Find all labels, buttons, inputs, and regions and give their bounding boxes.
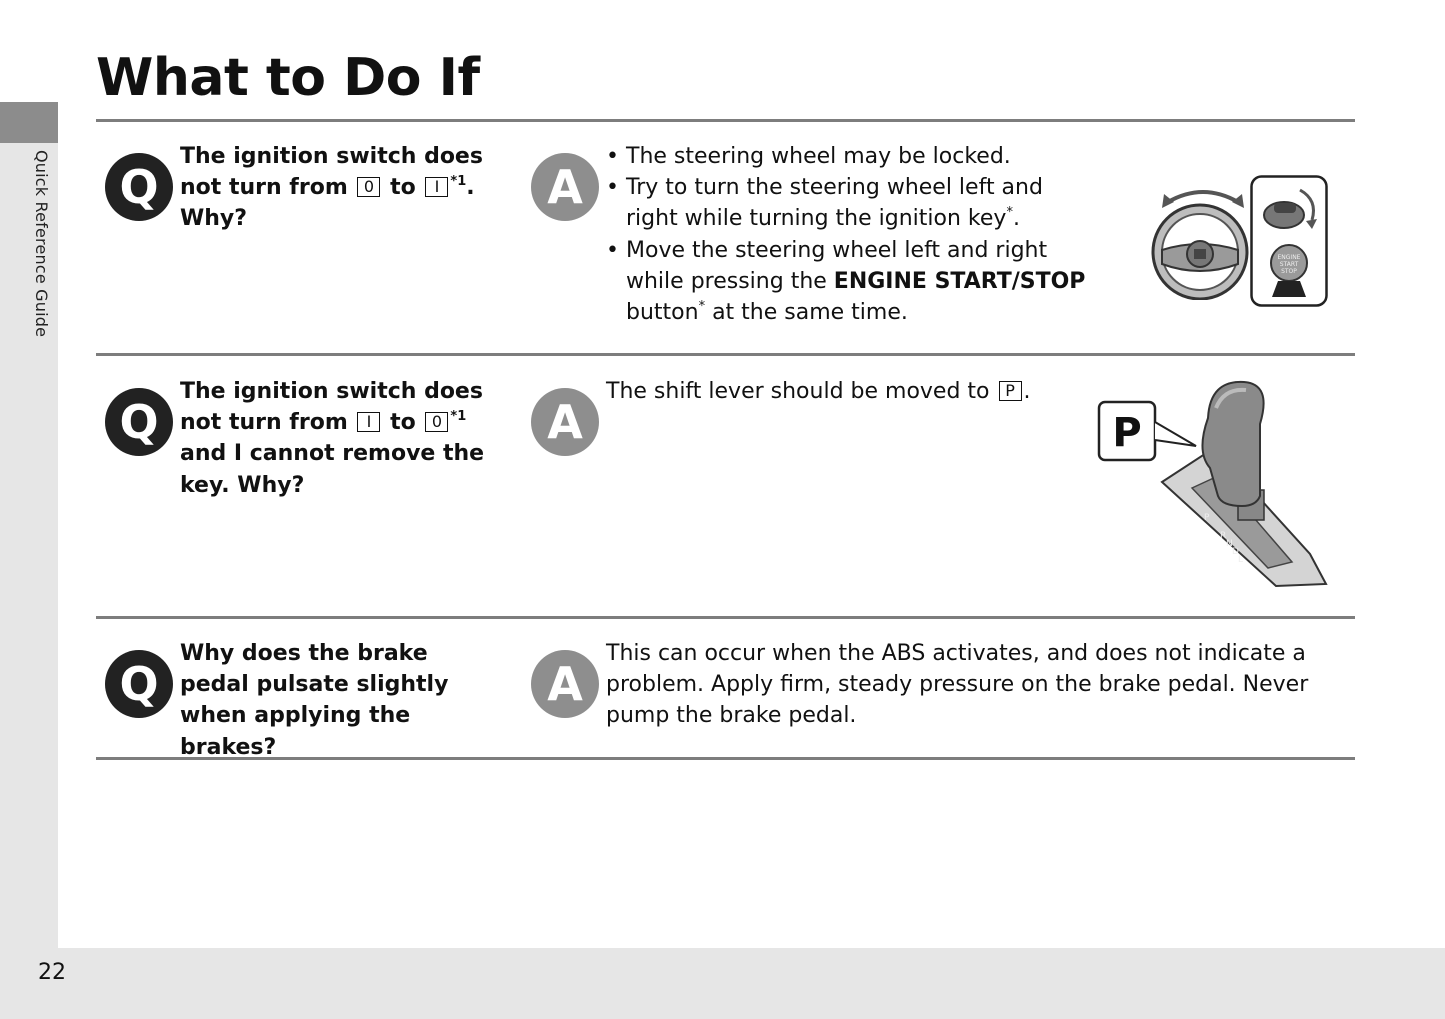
gear-label-l: L [1238,555,1244,565]
footnote-mark: *1 [450,174,467,190]
shift-lever-illustration [1096,378,1332,594]
gear-label-n: N [1226,539,1233,549]
page-title: What to Do If [96,48,480,108]
divider-1 [96,353,1355,356]
question-1-period: . [466,175,475,201]
question-badge: Q [105,650,173,718]
answer-badge: A [531,650,599,718]
engine-start-stop-label: ENGINE START/STOP [833,268,1086,294]
footnote-mark: *1 [450,409,467,425]
question-1-why: Why? [180,206,248,232]
question-3: Why does the brake pedal pulsate slightly when applying the brakes? [180,641,449,760]
question-2-continuation: and I cannot remove the key. Why? [180,441,485,498]
park-position-symbol: P [999,381,1022,401]
engine-button-label-1: ENGINE [1277,254,1301,261]
question-badge: Q [105,153,173,221]
answer-1 [606,141,1086,328]
ignition-position-1-symbol: I [425,177,448,197]
footer-bar [0,948,1445,1019]
ignition-position-0-symbol: 0 [357,177,380,197]
question-2-to: to [390,410,416,436]
question-2-text: The ignition switch does not turn from [180,379,483,436]
question-1 [180,141,510,235]
answer-1-bullet-1: • The steering wheel may be locked. [606,141,1086,172]
divider-top [96,119,1355,122]
ignition-key-and-button-illustration [1250,175,1328,307]
answer-3: This can occur when the ABS activates, and does not indicate a problem. Apply firm, steady pressure on the brake pedal. Never pump the brake pedal. [606,641,1309,729]
sidebar-tab-marker [0,102,58,143]
answer-1-bullet-3: • Move the steering wheel left and right while pressing the ENGINE START/STOP button* at the same time. [606,235,1086,329]
gear-label-d: D [1232,547,1239,557]
engine-button-label-3: STOP [1281,268,1297,275]
divider-2 [96,616,1355,619]
question-badge: Q [105,388,173,456]
answer-2: The shift lever should be moved to P . [606,379,1031,404]
gear-label-r: R [1220,531,1227,541]
ignition-position-1-symbol: I [357,412,380,432]
ignition-position-0-symbol: 0 [425,412,448,432]
page-number: 22 [38,960,66,985]
sidebar-label: Quick Reference Guide [32,150,51,338]
answer-1-bullet-2: • Try to turn the steering wheel left and right while turning the ignition key*. [606,172,1086,234]
answer-2-text: The shift lever should be moved to [606,379,990,404]
steering-wheel-illustration [1148,180,1258,300]
answer-badge: A [531,153,599,221]
answer-badge: A [531,388,599,456]
shift-p-callout-label: P [1112,410,1142,456]
asterisk-mark: * [698,299,706,315]
engine-button-label-2: START [1279,261,1299,268]
asterisk-mark: * [1006,205,1013,221]
question-1-to: to [390,175,416,201]
gear-label-p: P [1204,513,1210,523]
question-1-text: The ignition switch does not turn from [180,144,483,201]
question-2 [180,376,510,501]
